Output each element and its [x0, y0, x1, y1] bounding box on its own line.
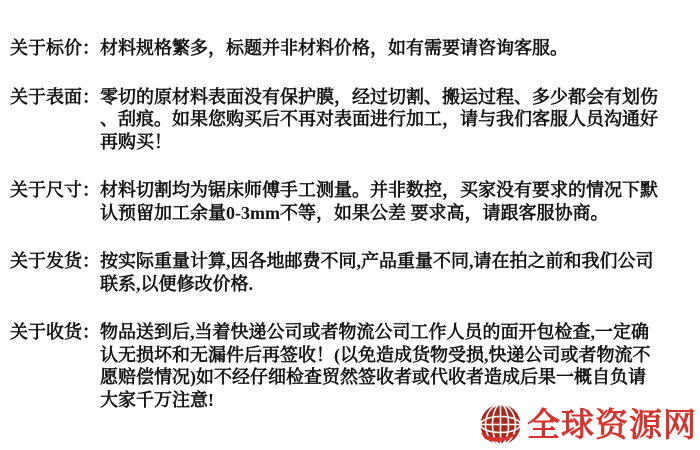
- section-line: 材料切割均为锯床师傅手工测量。并非数控，买家没有要求的情况下默: [100, 180, 658, 200]
- section-heading: 关于标价：: [10, 38, 100, 58]
- section-line: 、刮痕。如果您购买后不再对表面进行加工，请与我们客服人员沟通好: [100, 109, 658, 129]
- section-heading: 关于发货：: [10, 251, 100, 271]
- section-line: 材料规格繁多，标题并非材料价格，如有需要请咨询客服。: [100, 38, 568, 58]
- section-line: 联系,以便修改价格.: [100, 273, 253, 294]
- section-line: 认无损坏和无漏件后再签收！(以免造成货物受损,快递公司或者物流不: [100, 344, 651, 365]
- notice-sections: [10, 37, 692, 411]
- section-line: 愿赔偿情况)如不经仔细检查贸然签收者或代收者造成后果一概自负请: [100, 367, 646, 387]
- notice-section: [10, 250, 692, 295]
- notice-section: [10, 321, 692, 411]
- section-lines: [100, 179, 692, 224]
- section-line: 零切的原材料表面没有保护膜，经过切割、搬运过程、多少都会有划伤: [100, 86, 658, 107]
- section-lines: [100, 37, 692, 60]
- section-line: 认预留加工余量0-3mm不等，如果公差 要求高，请跟客服协商。: [100, 202, 609, 223]
- section-lines: [100, 321, 692, 411]
- watermark: [479, 403, 697, 446]
- section-heading: 关于收货：: [10, 322, 100, 342]
- section-heading: 关于表面：: [10, 86, 100, 107]
- notice-section: [10, 37, 692, 60]
- watermark-text: 全球资源网: [527, 406, 697, 443]
- globe-icon: [479, 403, 522, 446]
- section-lines: [100, 86, 692, 154]
- section-line: 物品送到后,当着快递公司或者物流公司工作人员的面开包检查,一定确: [100, 322, 649, 342]
- section-heading: 关于尺寸：: [10, 180, 100, 200]
- section-line: 大家千万注意!: [100, 389, 214, 410]
- section-line: 再购买！: [100, 131, 172, 152]
- section-line: 按实际重量计算,因各地邮费不同,产品重量不同,请在拍之前和我们公司: [100, 251, 654, 271]
- notice-section: [10, 86, 692, 154]
- section-lines: [100, 250, 692, 295]
- notice-section: [10, 179, 692, 224]
